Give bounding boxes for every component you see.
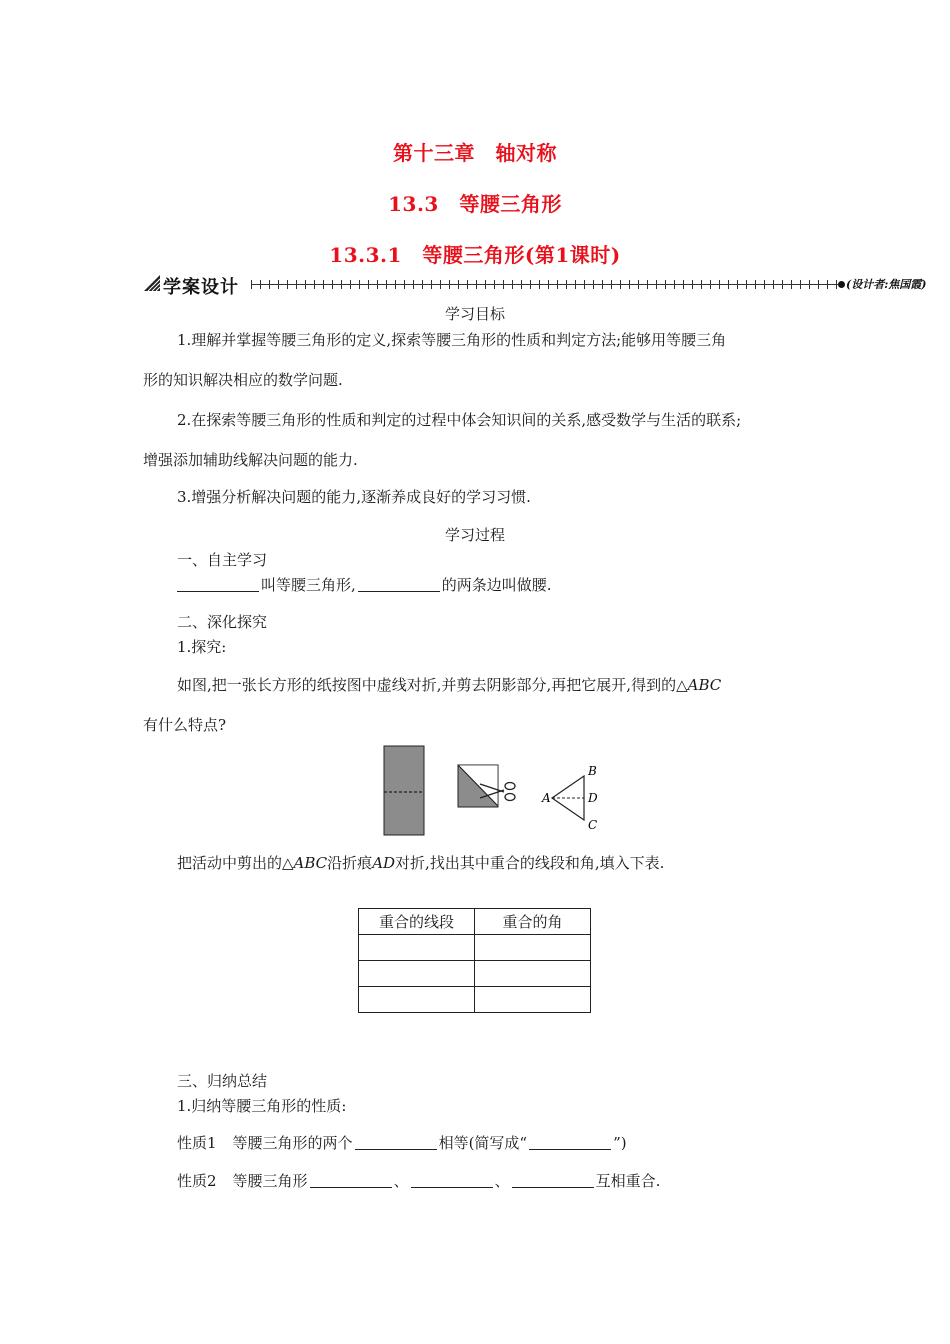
fold-instruction bbox=[177, 852, 664, 873]
chapter-title: 第十三章 轴对称 bbox=[393, 141, 557, 165]
fill-text: 叫等腰三角形, bbox=[261, 576, 356, 594]
table-cell[interactable] bbox=[475, 961, 591, 987]
overlap-table bbox=[358, 908, 591, 1013]
process-heading: 学习过程 bbox=[444, 526, 505, 544]
section-3-title: 三、归纳总结 bbox=[177, 1072, 268, 1090]
triangle-name: ABC bbox=[293, 854, 328, 872]
goal-1-line-1: 1.理解并掌握等腰三角形的定义,探索等腰三角形的性质和判定方法;能够用等腰三角 bbox=[177, 331, 727, 349]
summary-item: 1.归纳等腰三角形的性质: bbox=[177, 1097, 347, 1115]
answer-blank[interactable] bbox=[529, 1135, 611, 1150]
property-label: 性质1 bbox=[177, 1134, 217, 1152]
answer-blank[interactable] bbox=[358, 577, 440, 592]
header-segments: 重合的线段 bbox=[359, 909, 475, 935]
property-label: 性质2 bbox=[177, 1172, 217, 1190]
folded-rectangle bbox=[384, 746, 424, 835]
header-angles: 重合的角 bbox=[475, 909, 591, 935]
goals-heading: 学习目标 bbox=[444, 305, 505, 323]
lesson-title: 13.3.1 等腰三角形(第1课时) bbox=[329, 243, 621, 267]
answer-blank[interactable] bbox=[310, 1173, 392, 1188]
vertex-label-d: D bbox=[588, 791, 598, 805]
answer-blank[interactable] bbox=[512, 1173, 594, 1188]
explore-paragraph-line-2: 有什么特点? bbox=[143, 716, 227, 734]
band-ticks bbox=[251, 280, 841, 289]
property-text: 互相重合. bbox=[595, 1172, 661, 1190]
instruction-text: 对折,找出其中重合的线段和角,填入下表. bbox=[395, 854, 665, 872]
crease-name: AD bbox=[372, 854, 396, 872]
goal-3: 3.增强分析解决问题的能力,逐渐养成良好的学习习惯. bbox=[177, 488, 531, 506]
band-label: 学案设计 bbox=[163, 277, 239, 298]
triangle-name: ABC bbox=[687, 676, 722, 694]
table-cell[interactable] bbox=[475, 987, 591, 1013]
property-text: 等腰三角形 bbox=[232, 1172, 308, 1190]
instruction-text: 把活动中剪出的△ bbox=[177, 854, 294, 872]
answer-blank[interactable] bbox=[177, 577, 259, 592]
separator: 、 bbox=[494, 1172, 510, 1190]
vertex-label-b: B bbox=[588, 764, 597, 778]
vertex-label-c: C bbox=[588, 818, 598, 832]
separator: 、 bbox=[393, 1172, 409, 1190]
table-cell[interactable] bbox=[359, 961, 475, 987]
property-text: 相等(简写成“ bbox=[438, 1134, 528, 1152]
section-2-title: 二、深化探究 bbox=[177, 613, 268, 631]
explore-text: 如图,把一张长方形的纸按图中虚线对折,并剪去阴影部分,再把它展开,得到的△ bbox=[177, 676, 688, 694]
band-dot bbox=[838, 281, 845, 288]
section-1-title: 一、自主学习 bbox=[177, 551, 268, 569]
section-band bbox=[143, 272, 946, 296]
triangle-abc bbox=[552, 776, 584, 820]
section-title: 13.3 等腰三角形 bbox=[388, 192, 562, 216]
vertex-label-a: A bbox=[542, 791, 551, 805]
property-1 bbox=[177, 1132, 627, 1153]
table-header-row bbox=[359, 909, 591, 935]
table-row bbox=[359, 935, 591, 961]
fold-cut-figure bbox=[380, 744, 610, 838]
answer-blank[interactable] bbox=[355, 1135, 437, 1150]
fill-text: 的两条边叫做腰. bbox=[441, 576, 552, 594]
table-cell[interactable] bbox=[359, 987, 475, 1013]
table-row bbox=[359, 961, 591, 987]
explore-paragraph-line-1 bbox=[177, 674, 721, 695]
property-2 bbox=[177, 1170, 660, 1191]
band-credit: (设计者:焦国霞) bbox=[846, 278, 927, 291]
answer-blank[interactable] bbox=[411, 1173, 493, 1188]
cut-square bbox=[458, 765, 498, 807]
goal-2-line-2: 增强添加辅助线解决问题的能力. bbox=[143, 451, 358, 469]
goal-2-line-1: 2.在探索等腰三角形的性质和判定的过程中体会知识间的关系,感受数学与生活的联系; bbox=[177, 411, 742, 429]
corner-triangle-icon bbox=[143, 274, 161, 292]
property-text: 等腰三角形的两个 bbox=[232, 1134, 353, 1152]
section-1-text bbox=[177, 574, 552, 595]
table-cell[interactable] bbox=[359, 935, 475, 961]
property-text: ”) bbox=[613, 1134, 627, 1152]
goal-1-line-2: 形的知识解决相应的数学问题. bbox=[143, 371, 343, 389]
table-cell[interactable] bbox=[475, 935, 591, 961]
table-row bbox=[359, 987, 591, 1013]
instruction-text: 沿折痕 bbox=[327, 854, 373, 872]
explore-item: 1.探究: bbox=[177, 638, 227, 656]
